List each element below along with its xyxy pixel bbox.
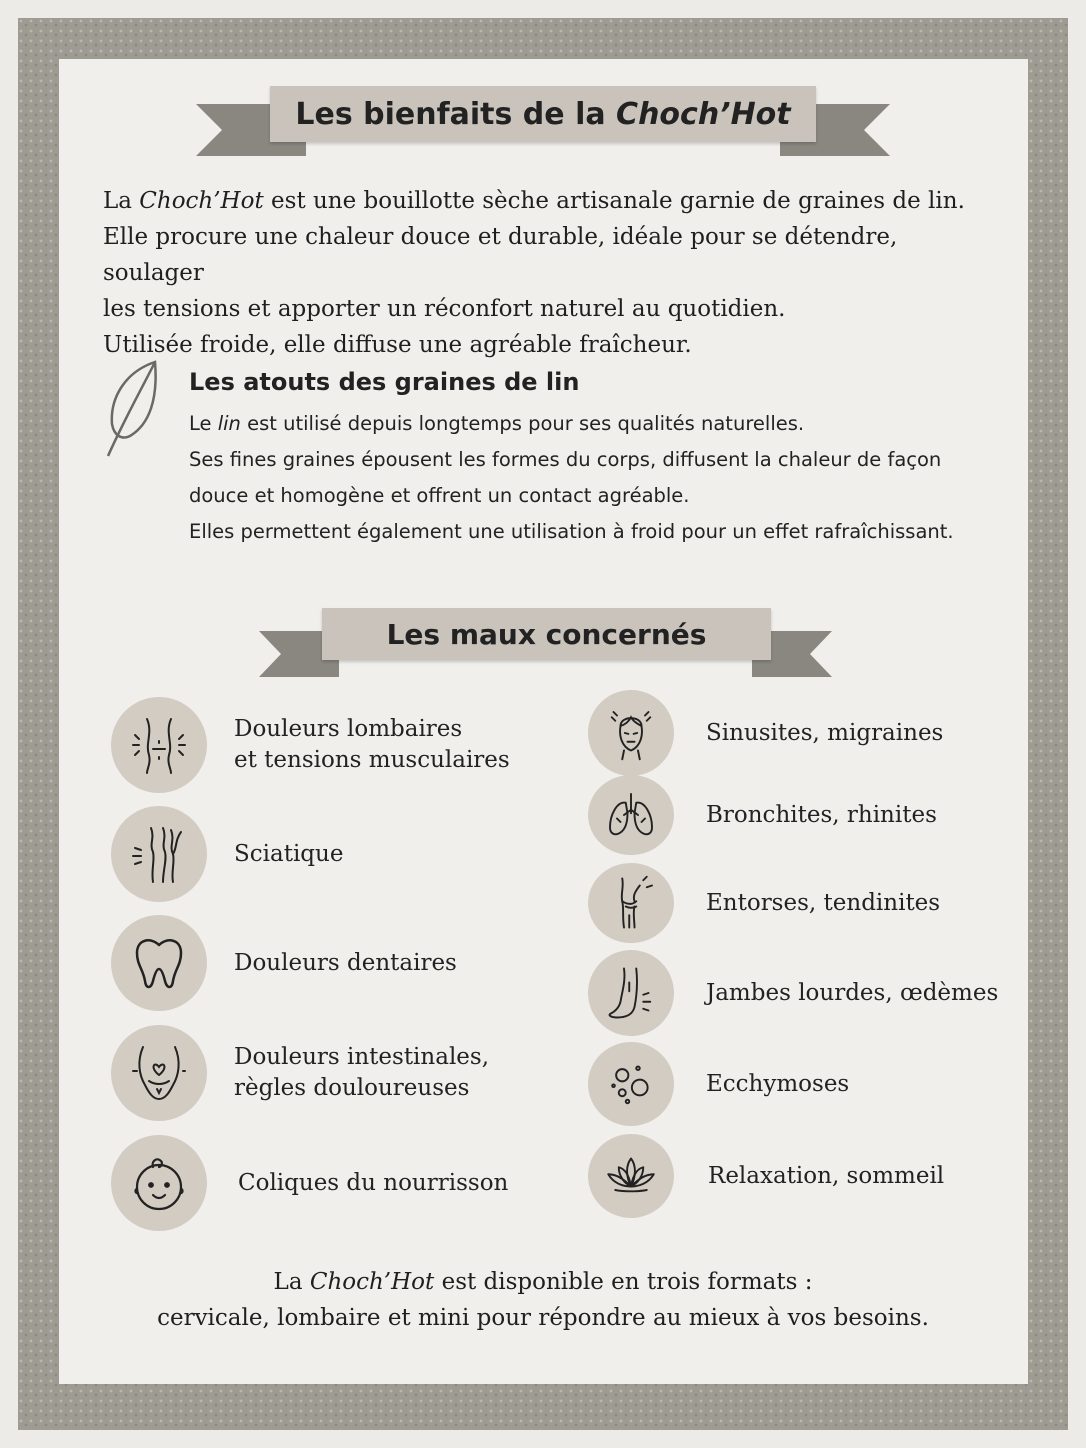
ailment-item-bronchitis [588, 775, 937, 855]
flax-word: lin [217, 412, 241, 435]
ailments-title: Les maux concernés [322, 608, 771, 660]
ailment-label: et tensions musculaires [234, 747, 510, 773]
ailment-label: Coliques du nourrisson [238, 1169, 509, 1196]
ailment-label: Jambes lourdes, œdèmes [706, 979, 999, 1006]
ailment-item-bruises [588, 1042, 849, 1126]
flax-text-line4: Elles permettent également une utilisation à froid pour un effet rafraîchissant. [189, 520, 954, 543]
ailment-label: Sciatique [234, 840, 344, 867]
flax-text-line1: est utilisé depuis longtemps pour ses qualités naturelles. [240, 412, 805, 435]
belly-icon [111, 1025, 207, 1121]
brand-name: Choch’Hot [139, 188, 264, 214]
leg-swelling-icon [588, 950, 674, 1036]
ailment-item-sciatica [111, 806, 343, 902]
lotus-icon [588, 1134, 674, 1218]
ailment-label: règles douloureuses [234, 1075, 470, 1101]
footer-text-line2: cervicale, lombaire et mini pour répondre au mieux à vos besoins. [157, 1305, 929, 1331]
intro-text-prefix: La [103, 188, 140, 214]
ailment-label: Entorses, tendinites [706, 889, 941, 916]
flax-text-prefix: Le [189, 412, 218, 435]
ailment-item-sinusitis [588, 690, 943, 776]
flax-benefits-title: Les atouts des graines de lin [189, 368, 580, 396]
ailment-item-teeth [111, 915, 457, 1011]
ailment-label: Douleurs intestinales, [234, 1044, 490, 1070]
intro-text-line1: est une bouillotte sèche artisanale garnie de graines de lin. [263, 188, 965, 214]
intro-text-line4: Utilisée froide, elle diffuse une agréable fraîcheur. [103, 332, 692, 358]
footer-text-line1: est disponible en trois formats : [434, 1269, 813, 1295]
ailment-item-relaxation [588, 1134, 944, 1218]
knee-icon [588, 863, 674, 943]
ailment-item-lower-back [111, 697, 510, 793]
headache-face-icon [588, 690, 674, 776]
footer-text [100, 1264, 986, 1336]
ailment-label: Relaxation, sommeil [708, 1162, 945, 1189]
ailment-label: Douleurs dentaires [234, 949, 457, 976]
sciatic-leg-icon [111, 806, 207, 902]
brand-name: Choch’Hot [309, 1269, 435, 1295]
lower-back-icon [111, 697, 207, 793]
intro-text-line3: les tensions et apporter un réconfort naturel au quotidien. [103, 296, 786, 322]
brand-name: Choch’Hot [616, 96, 791, 132]
ailment-label: Ecchymoses [706, 1070, 850, 1097]
tooth-icon [111, 915, 207, 1011]
lungs-icon [588, 775, 674, 855]
intro-text-line2: Elle procure une chaleur douce et durable, idéale pour se détendre, soulager [103, 224, 898, 286]
ailment-item-heavy-legs [588, 950, 998, 1036]
flax-text-line3: douce et homogène et offrent un contact agréable. [189, 484, 690, 507]
ailment-label: Douleurs lombaires [234, 716, 463, 742]
ailments-ribbon [0, 0, 1086, 700]
bruise-dots-icon [588, 1042, 674, 1126]
ailment-item-sprains [588, 863, 940, 943]
ailment-item-colic [111, 1135, 508, 1231]
page-title-text: Les bienfaits de la [295, 96, 617, 132]
footer-text-prefix: La [273, 1269, 310, 1295]
ailment-item-belly [111, 1025, 489, 1121]
ailment-label: Bronchites, rhinites [706, 801, 937, 828]
ailment-label: Sinusites, migraines [706, 719, 944, 746]
flax-text-line2: Ses fines graines épousent les formes du corps, diffusent la chaleur de façon [189, 448, 942, 471]
baby-face-icon [111, 1135, 207, 1231]
